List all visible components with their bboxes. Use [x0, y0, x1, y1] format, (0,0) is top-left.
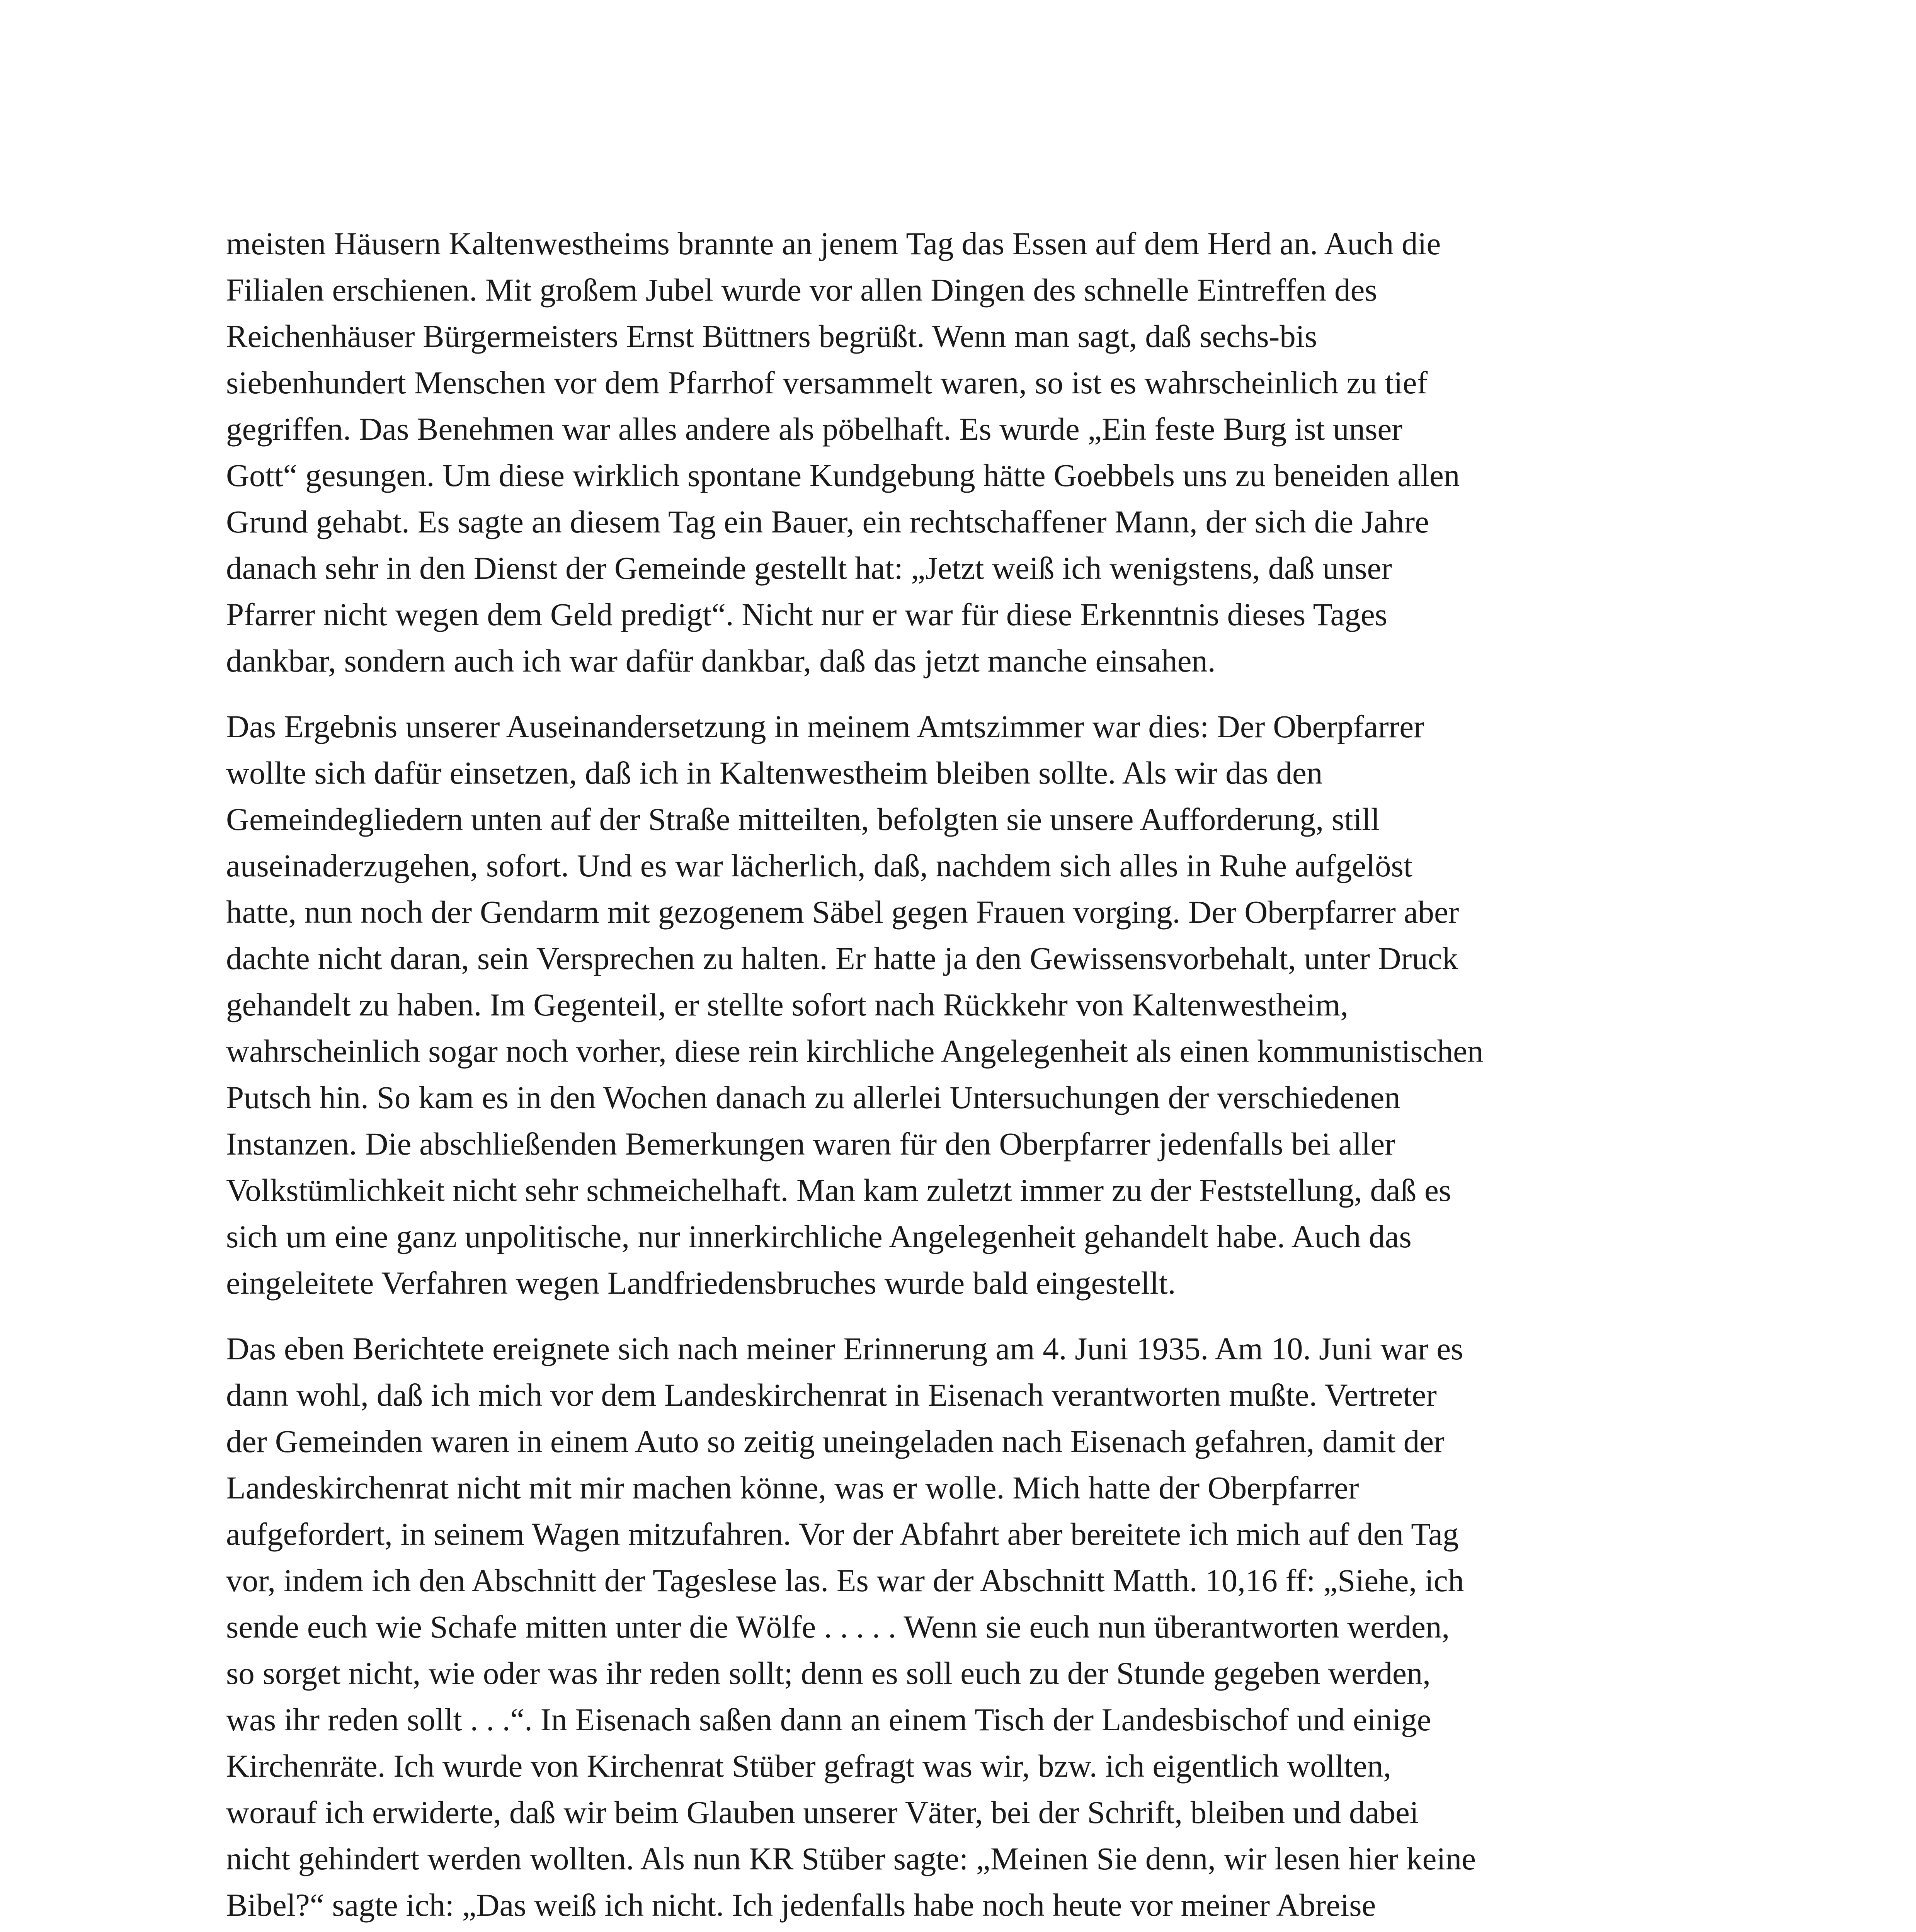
text-line: der Gemeinden waren in einem Auto so zeitig uneingeladen nach Eisenach gefahren, damit der	[226, 1423, 1445, 1459]
text-line: hatte, nun noch der Gendarm mit gezogenem Säbel gegen Frauen vorging. Der Oberpfarrer aber	[226, 894, 1459, 930]
text-line: gehandelt zu haben. Im Gegenteil, er stellte sofort nach Rückkehr von Kaltenwestheim,	[226, 987, 1349, 1022]
text-line: worauf ich erwiderte, daß wir beim Glauben unserer Väter, bei der Schrift, bleiben und dabei	[226, 1794, 1419, 1830]
text-line: auseinaderzugehen, sofort. Und es war lächerlich, daß, nachdem sich alles in Ruhe aufgelöst	[226, 848, 1412, 883]
text-line: Instanzen. Die abschließenden Bemerkungen waren für den Oberpfarrer jedenfalls bei aller	[226, 1126, 1395, 1162]
paragraph	[226, 703, 1695, 1306]
text-line: vor, indem ich den Abschnitt der Tageslese las. Es war der Abschnitt Matth. 10,16 ff: „Siehe, ich	[226, 1563, 1464, 1598]
text-line: Das eben Berichtete ereignete sich nach meiner Erinnerung am 4. Juni 1935. Am 10. Juni war es	[226, 1331, 1463, 1366]
text-line: meisten Häusern Kaltenwestheims brannte an jenem Tag das Essen auf dem Herd an. Auch die	[226, 226, 1441, 261]
text-line: so sorget nicht, wie oder was ihr reden sollt; denn es soll euch zu der Stunde gegeben werden,	[226, 1655, 1431, 1691]
body-text	[226, 220, 1695, 1932]
text-line: wollte sich dafür einsetzen, daß ich in Kaltenwestheim bleiben sollte. Als wir das den	[226, 755, 1323, 791]
text-line: aufgefordert, in seinem Wagen mitzufahren. Vor der Abfahrt aber bereitete ich mich auf den Tag	[226, 1516, 1459, 1552]
text-line: danach sehr in den Dienst der Gemeinde gestellt hat: „Jetzt weiß ich wenigstens, daß unser	[226, 550, 1392, 586]
paragraph	[226, 220, 1695, 684]
text-line	[226, 1928, 1695, 1932]
text-line: wahrscheinlich sogar noch vorher, diese rein kirchliche Angelegenheit als einen kommunistischen	[226, 1033, 1484, 1069]
text-line: nicht gehindert werden wollten. Als nun KR Stüber sagte: „Meinen Sie denn, wir lesen hier keine	[226, 1841, 1476, 1876]
text-line: Gemeindegliedern unten auf der Straße mitteilten, befolgten sie unsere Aufforderung, still	[226, 801, 1380, 837]
text-line: Volkstümlichkeit nicht sehr schmeichelhaft. Man kam zuletzt immer zu der Feststellung, daß es	[226, 1172, 1451, 1208]
text-line: Reichenhäuser Bürgermeisters Ernst Büttners begrüßt. Wenn man sagt, daß sechs-bis	[226, 318, 1317, 354]
text-line: Kirchenräte. Ich wurde von Kirchenrat Stüber gefragt was wir, bzw. ich eigentlich wollten,	[226, 1748, 1392, 1784]
text-line: sende euch wie Schafe mitten unter die Wölfe . . . . . Wenn sie euch nun überantworten werden,	[226, 1609, 1450, 1645]
text-line: Putsch hin. So kam es in den Wochen danach zu allerlei Untersuchungen der verschiedenen	[226, 1080, 1400, 1115]
text-line: Das Ergebnis unserer Auseinandersetzung in meinem Amtszimmer war dies: Der Oberpfarrer	[226, 709, 1424, 744]
text-line: Pfarrer nicht wegen dem Geld predigt“. Nicht nur er war für diese Erkenntnis dieses Tages	[226, 597, 1387, 632]
text-line: Bibel?“ sagte ich: „Das weiß ich nicht. Ich jedenfalls habe noch heute vor meiner Abreise	[226, 1887, 1376, 1923]
text-line: sich um eine ganz unpolitische, nur innerkirchliche Angelegenheit gehandelt habe. Auch das	[226, 1219, 1412, 1254]
text-line: Gott“ gesungen. Um diese wirklich spontane Kundgebung hätte Goebbels uns zu beneiden allen	[226, 457, 1460, 493]
text-line: gegriffen. Das Benehmen war alles andere als pöbelhaft. Es wurde „Ein feste Burg ist unser	[226, 411, 1402, 447]
text-line: siebenhundert Menschen vor dem Pfarrhof versammelt waren, so ist es wahrscheinlich zu tief	[226, 365, 1428, 400]
text-line: Grund gehabt. Es sagte an diesem Tag ein Bauer, ein rechtschaffener Mann, der sich die Jahre	[226, 504, 1429, 539]
text-line: Filialen erschienen. Mit großem Jubel wurde vor allen Dingen des schnelle Eintreffen des	[226, 272, 1377, 308]
text-line: eingeleitete Verfahren wegen Landfriedensbruches wurde bald eingestellt.	[226, 1265, 1176, 1301]
text-line: Landeskirchenrat nicht mit mir machen könne, was er wolle. Mich hatte der Oberpfarrer	[226, 1470, 1359, 1505]
text-line: dankbar, sondern auch ich war dafür dankbar, daß das jetzt manche einsahen.	[226, 643, 1216, 679]
text-line: dann wohl, daß ich mich vor dem Landeskirchenrat in Eisenach verantworten mußte. Vertreter	[226, 1377, 1437, 1413]
text-line: dachte nicht daran, sein Versprechen zu halten. Er hatte ja den Gewissensvorbehalt, unter Druck	[226, 940, 1458, 976]
paragraph	[226, 1325, 1695, 1932]
text-line: was ihr reden sollt . . .“. In Eisenach saßen dann an einem Tisch der Landesbischof und einige	[226, 1702, 1431, 1737]
